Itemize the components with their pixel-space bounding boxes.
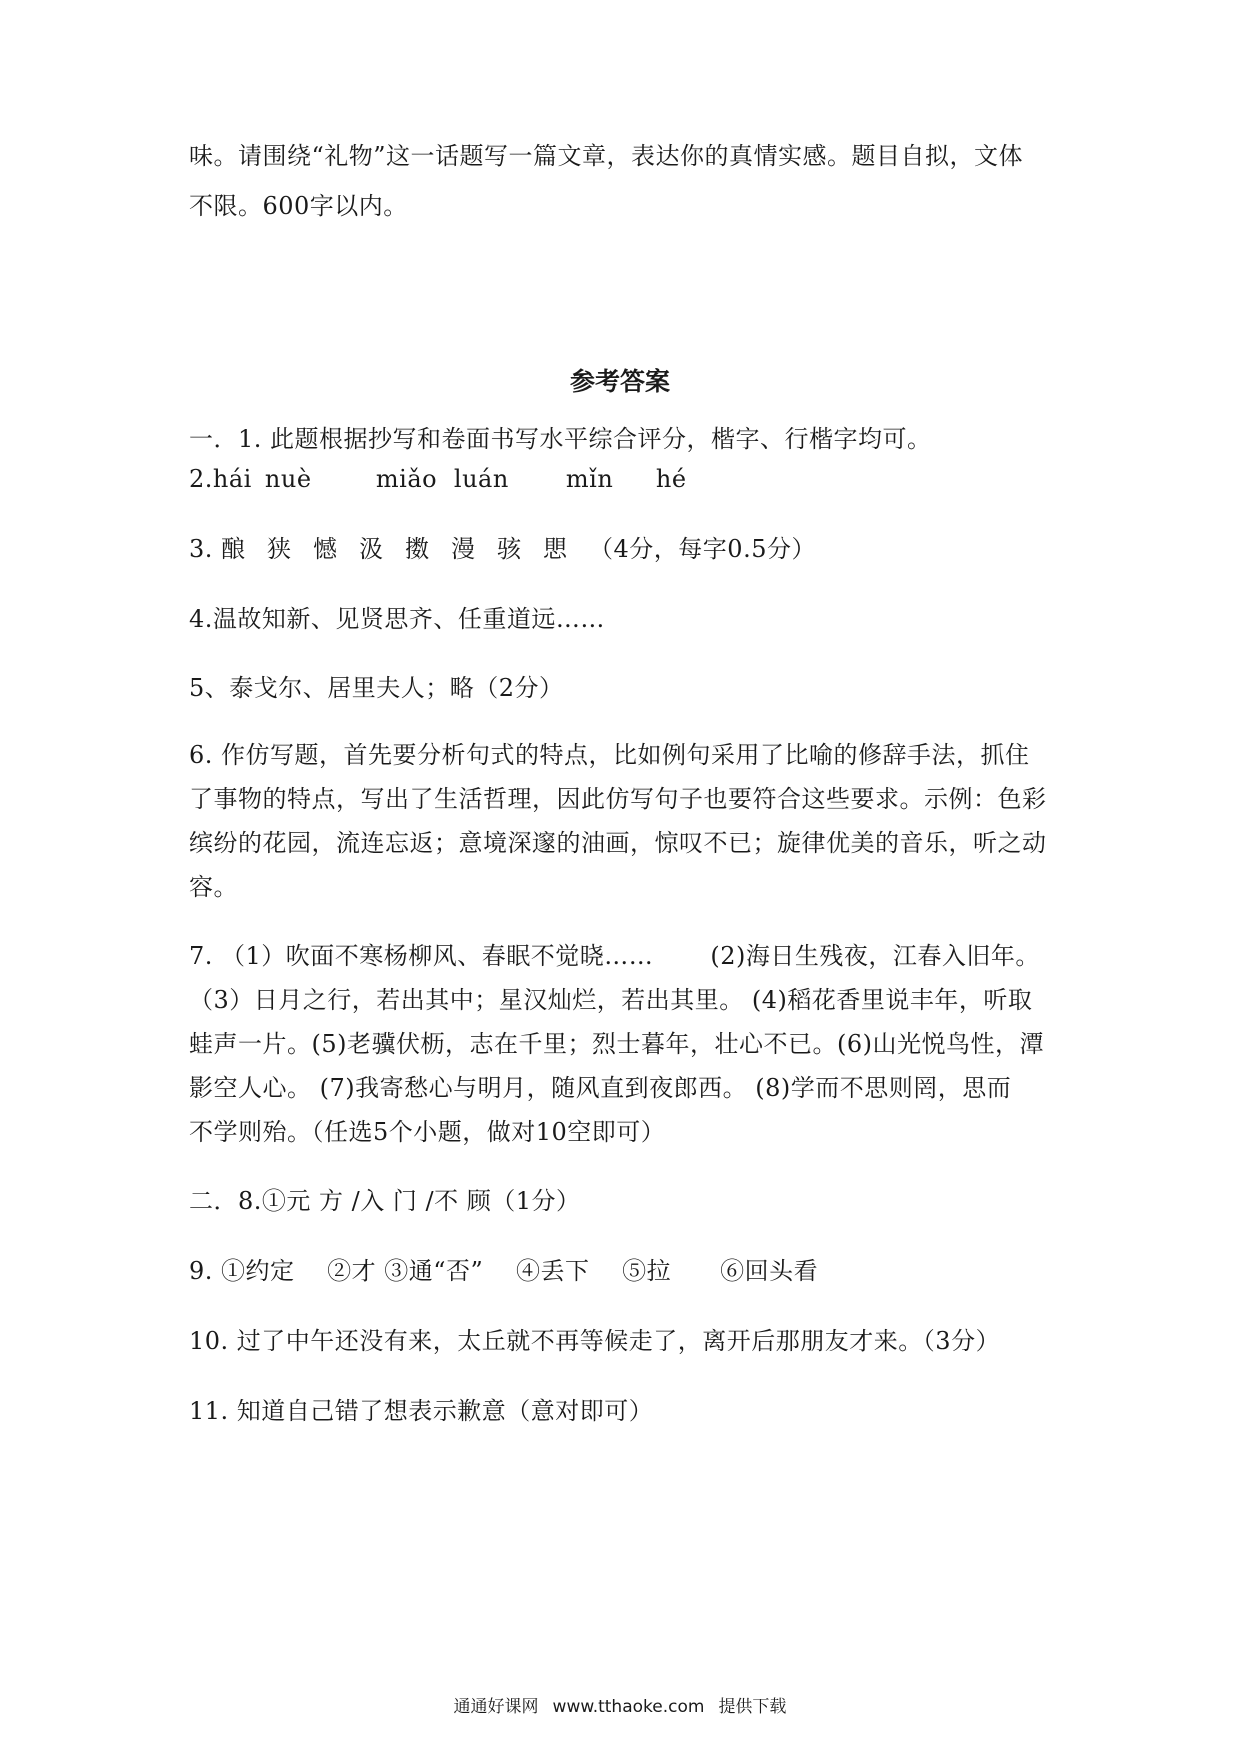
pinyin-item: nuè: [264, 465, 312, 493]
answer-6-line: 6. 作仿写题，首先要分析句式的特点，比如例句采用了比喻的修辞手法，抓住: [189, 741, 1030, 769]
page-footer: [0, 1692, 1240, 1717]
answer-3-prefix: 3.: [189, 535, 222, 563]
char-item: 漫: [451, 535, 476, 563]
char-item: 汲: [359, 535, 384, 563]
answer-2-prefix: 2.: [189, 465, 213, 493]
char-item: 擞: [405, 535, 430, 563]
footer-site-name: 通通好课网: [453, 1697, 539, 1717]
page-title: 参考答案: [569, 367, 670, 396]
answer-2: [189, 454, 1059, 504]
char-item: 愳: [543, 535, 568, 563]
answer-1: 一．1. 此题根据抄写和卷面书写水平综合评分，楷字、行楷字均可。: [189, 425, 932, 453]
pinyin-item: luán: [453, 465, 509, 493]
char-item: 酿: [221, 535, 246, 563]
intro-line: 不限。600字以内。: [189, 192, 408, 220]
footer-site-url[interactable]: www.tthaoke.com: [552, 1697, 705, 1717]
answer-9: 9. ①约定 ②才 ③通“否” ④丢下 ⑤拉 ⑥回头看: [189, 1257, 819, 1285]
pinyin-item: mǐn: [565, 465, 614, 493]
answer-10: 10. 过了中午还没有来，太丘就不再等候走了，离开后那朋友才来。（3分）: [189, 1327, 1001, 1355]
answer-3: [189, 524, 1059, 574]
pinyin-item: miǎo: [375, 465, 438, 493]
answer-7: [189, 934, 1059, 1154]
answer-4: 4.温故知新、见贤思齐、任重道远……: [189, 605, 605, 633]
pinyin-item: hái: [212, 465, 252, 493]
answer-6-line: 了事物的特点，写出了生活哲理，因此仿写句子也要符合这些要求。示例：色彩: [189, 785, 1047, 813]
answer-6-line: 缤纷的花园，流连忘返；意境深邃的油画，惊叹不已；旋律优美的音乐，听之动: [189, 829, 1047, 857]
answer-3-note: （4分，每字0.5分）: [589, 535, 816, 563]
answer-5: 5、泰戈尔、居里夫人；略（2分）: [189, 674, 564, 702]
intro-line: 味。请围绕“礼物”这一话题写一篇文章，表达你的真情实感。题目自拟，文体: [189, 142, 1024, 170]
answer-7-line: （3）日月之行，若出其中；星汉灿烂，若出其里。 (4)稻花香里说丰年，听取: [189, 986, 1033, 1014]
answer-6-line: 容。: [189, 873, 238, 901]
intro-paragraph: [189, 131, 1059, 231]
footer-suffix: 提供下载: [718, 1697, 787, 1717]
answer-7-line: 影空人心。 (7)我寄愁心与明月，随风直到夜郎西。 (8)学而不思则罔，思而: [189, 1074, 1012, 1102]
answer-11: 11. 知道自己错了想表示歉意（意对即可）: [189, 1397, 654, 1425]
answer-7-line: 不学则殆。（任选5个小题，做对10空即可）: [189, 1118, 666, 1146]
char-item: 骇: [497, 535, 522, 563]
char-item: 狭: [267, 535, 292, 563]
pinyin-item: hé: [655, 465, 687, 493]
char-item: 憾: [313, 535, 338, 563]
answer-6: [189, 733, 1059, 909]
answer-8: 二．8.①元 方 /入 门 /不 顾（1分）: [189, 1187, 581, 1215]
answer-7-line: 7. （1）吹面不寒杨柳风、春眠不觉晓…… (2)海日生残夜，江春入旧年。: [189, 942, 1040, 970]
answer-7-line: 蛙声一片。(5)老骥伏枥，志在千里；烈士暮年，壮心不已。(6)山光悦鸟性，潭: [189, 1030, 1044, 1058]
